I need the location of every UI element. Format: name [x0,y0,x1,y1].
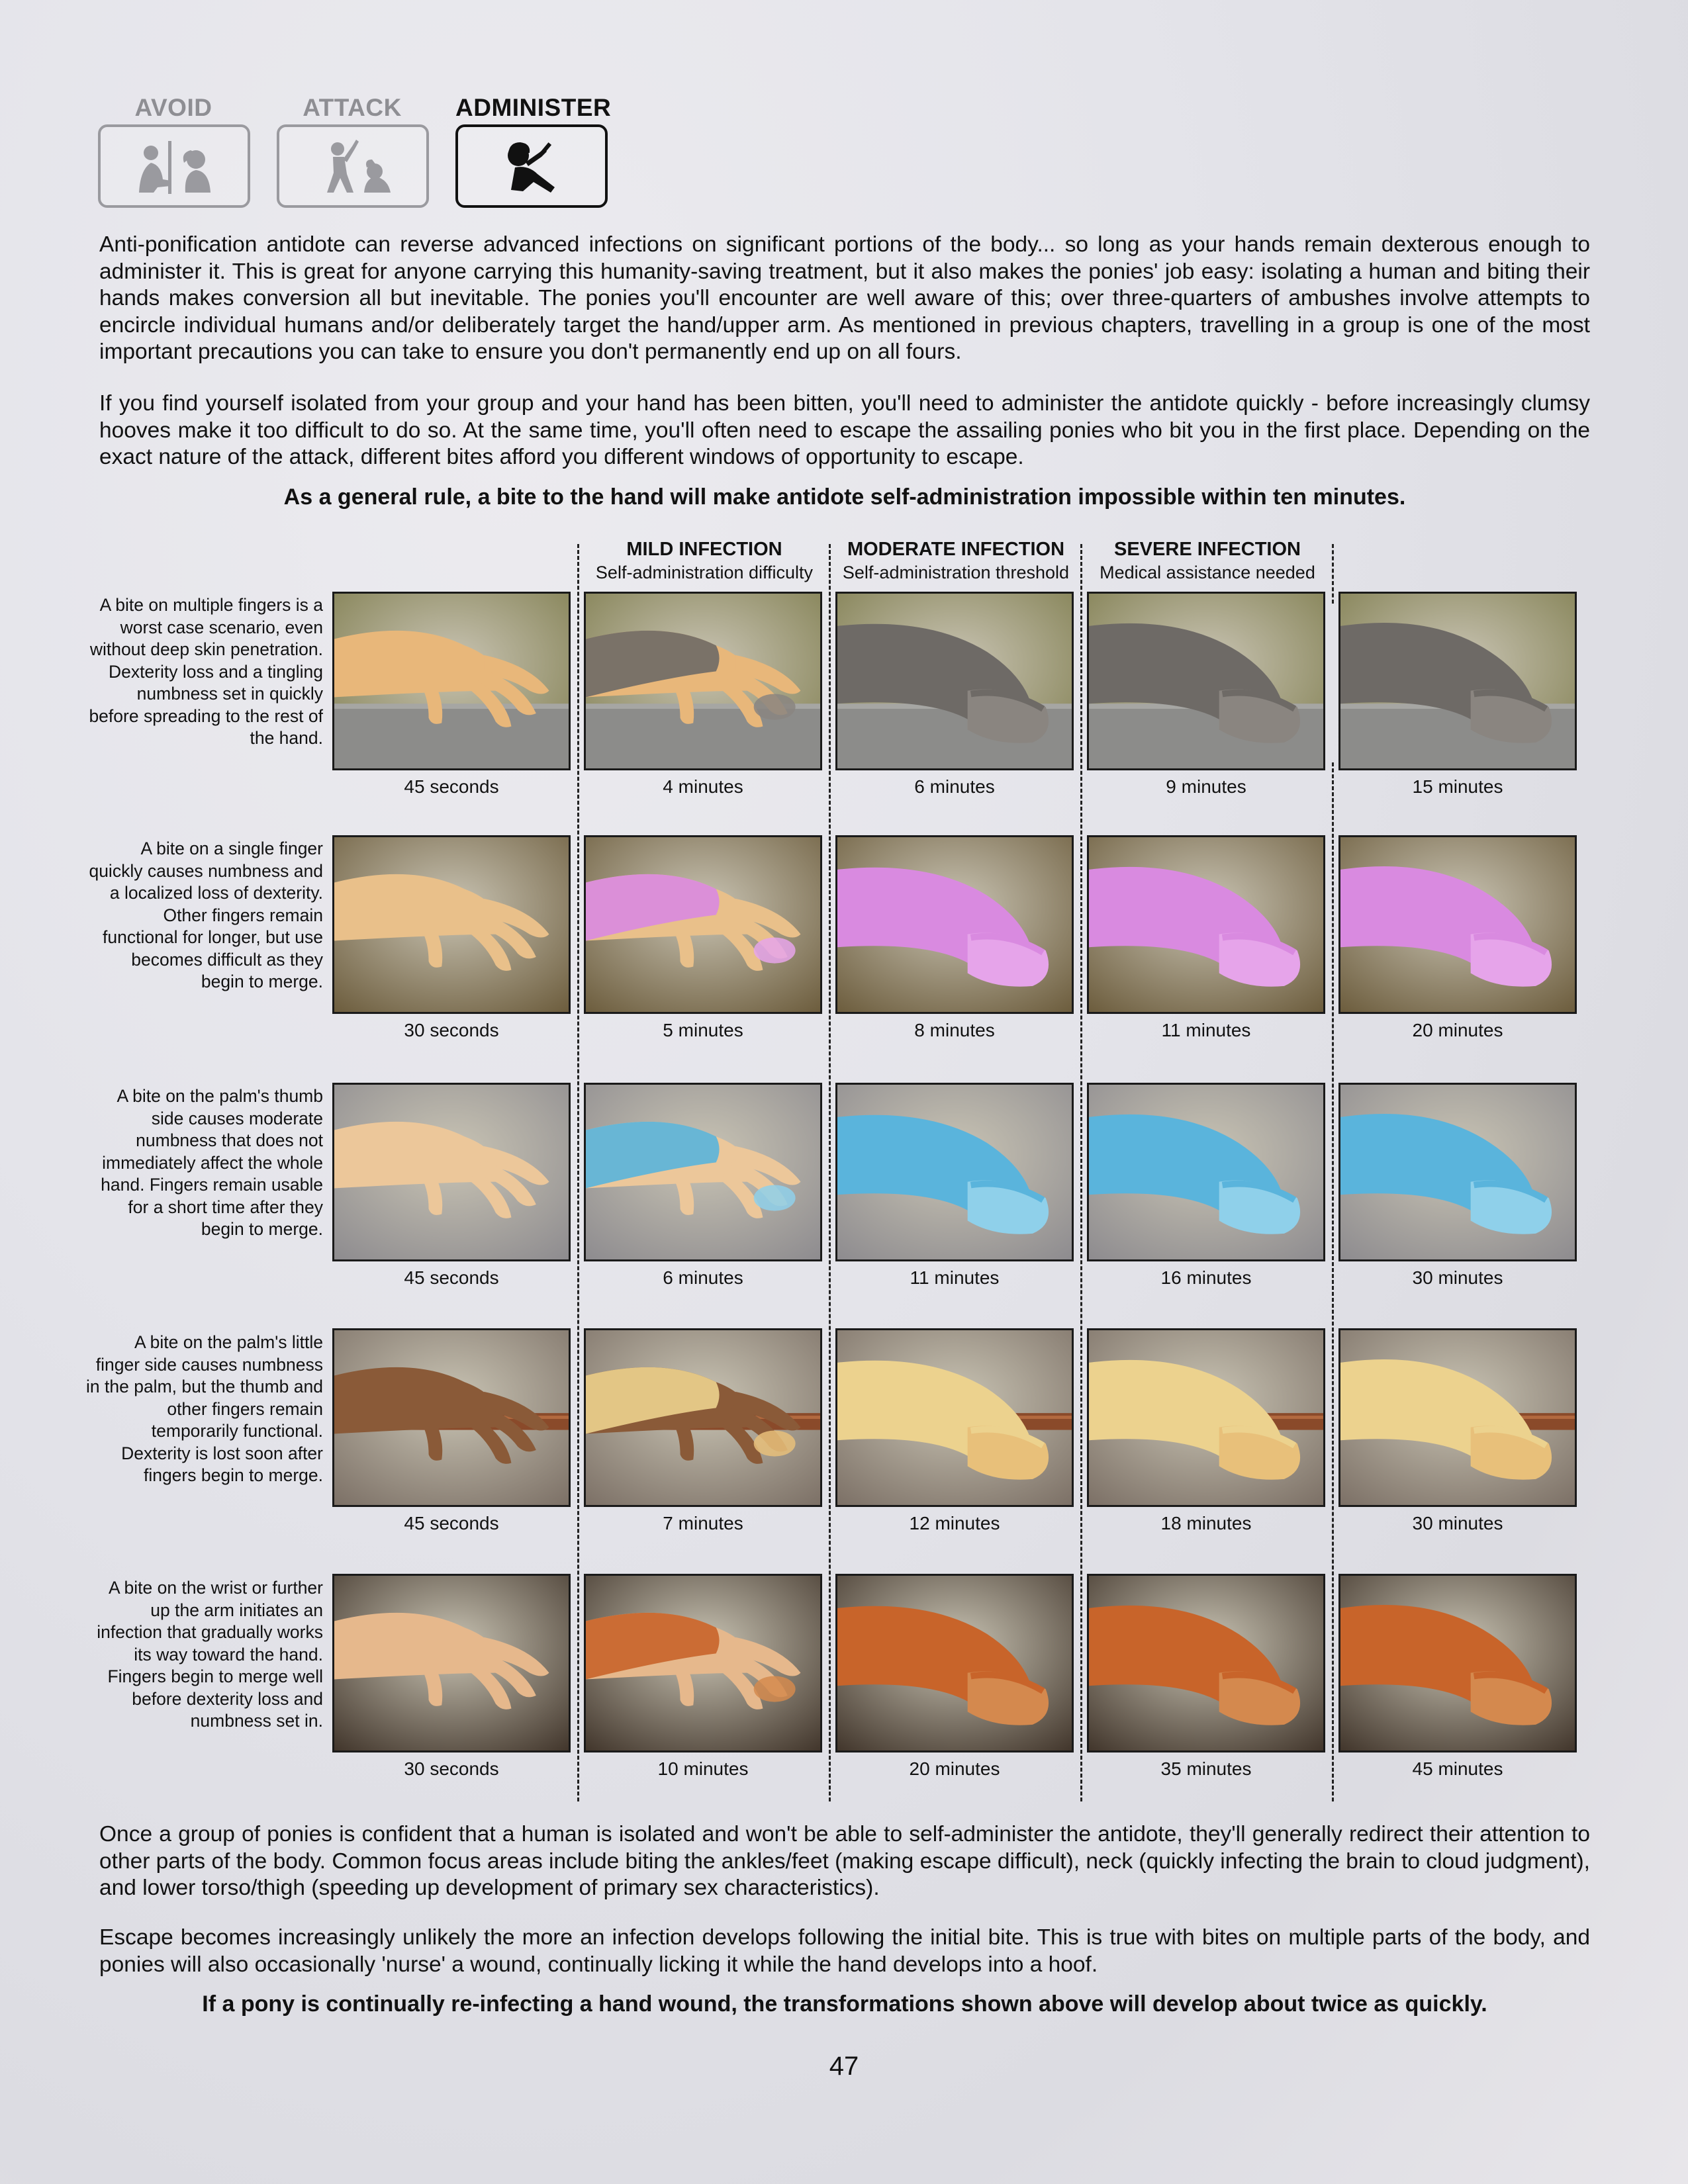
stage-divider [1332,762,1334,1801]
attack-icon [303,133,402,199]
transformation-image [835,592,1074,770]
stage-time: 35 minutes [1160,1758,1252,1779]
transformation-image [1338,592,1577,770]
intro-paragraph-2: If you find yourself isolated from your group and your hand has been bitten, you'll need to administer the antidote quickly - before increasingly clumsy hooves make it too difficult to do so. At the same time, you'll often need to escape the assailing ponies who bit you in the first place. Depending on the exact nature of the attack, different bites afford you different windows of opportunity to escape. [99,391,1590,469]
stage-time: 7 minutes [663,1513,743,1533]
transformation-image [1338,1083,1577,1261]
transformation-image [1338,1574,1577,1752]
transformation-image [835,1574,1074,1752]
row-description: A bite on multiple fingers is a worst case scenario, even without deep skin penetration. Dexterity loss and a tingling numbness set in quickly before spreading to the rest of the hand. [89,595,323,748]
stage-time: 30 seconds [404,1758,499,1779]
stage-divider [1332,544,1334,604]
column-title: MODERATE INFECTION [847,539,1065,560]
tab-attack-label: ATTACK [303,94,402,121]
column-header-severe [1082,537,1333,584]
stage-time: 6 minutes [914,776,995,797]
avoid-icon-frame [98,124,250,208]
stage-time: 11 minutes [910,1267,1000,1288]
attack-icon-frame [277,124,429,208]
administer-icon-frame [455,124,608,208]
transformation-image [332,1328,571,1507]
outro-paragraph-2: Escape becomes increasingly unlikely the more an infection develops following the initial bite. This is true with bites on multiple parts of the body, and ponies will also occasionally 'nurse' a wound, continually licking it while the hand develops into a hoof. [99,1925,1590,1977]
stage-divider [829,544,831,1801]
column-title: MILD INFECTION [626,539,782,560]
stage-time: 12 minutes [909,1513,1000,1533]
transformation-image [1087,835,1325,1014]
stage-time: 20 minutes [1412,1020,1503,1040]
transformation-image [584,835,822,1014]
transformation-image [835,1083,1074,1261]
stage-time: 18 minutes [1160,1513,1252,1533]
transformation-image [584,592,822,770]
transformation-image [332,835,571,1014]
stage-time: 30 seconds [404,1020,499,1040]
stage-time: 45 minutes [1412,1758,1503,1779]
stage-divider [577,544,579,1801]
stage-time: 30 minutes [1412,1267,1503,1288]
column-subtitle: Self-administration threshold [842,563,1070,582]
stage-time: 6 minutes [663,1267,743,1288]
column-subtitle: Self-administration difficulty [595,563,814,582]
stage-time: 5 minutes [663,1020,743,1040]
avoid-icon [124,133,224,199]
row-description: A bite on a single finger quickly causes numbness and a localized loss of dexterity. Other fingers remain functional for longer, but use becomes difficult as they begin to merge. [89,839,323,991]
tab-avoid-label: AVOID [134,94,212,121]
stage-time: 9 minutes [1166,776,1246,797]
transformation-image [332,1574,571,1752]
stage-time: 11 minutes [1161,1020,1251,1040]
administer-icon [482,133,581,199]
row-description: A bite on the wrist or further up the arm initiates an infection that gradually works its way toward the hand. Fingers begin to merge well before dexterity loss and numbness set in. [97,1578,323,1731]
stage-time: 45 seconds [404,1267,499,1288]
column-header-mild [579,537,830,584]
transformation-image [584,1083,822,1261]
tab-attack [277,91,428,208]
transformation-image [1087,1083,1325,1261]
nursing-rule: If a pony is continually re-infecting a hand wound, the transformations shown above will develop about twice as quickly. [202,1991,1487,2017]
tab-administer [455,91,612,208]
transformation-image [584,1574,822,1752]
page-number: 47 [829,2052,859,2081]
transformation-image [584,1328,822,1507]
transformation-image [332,592,571,770]
column-header-moderate [830,537,1082,584]
stage-time: 45 seconds [404,776,499,797]
general-rule: As a general rule, a bite to the hand will make antidote self-administration impossible within ten minutes. [283,484,1406,510]
stage-time: 10 minutes [657,1758,749,1779]
transformation-image [1338,835,1577,1014]
column-subtitle: Medical assistance needed [1100,563,1315,582]
tab-avoid [98,91,249,208]
stage-divider [1080,544,1082,1801]
stage-time: 30 minutes [1412,1513,1503,1533]
transformation-image [332,1083,571,1261]
transformation-image [835,1328,1074,1507]
column-title: SEVERE INFECTION [1114,539,1301,560]
stage-time: 45 seconds [404,1513,499,1533]
transformation-image [1087,592,1325,770]
transformation-image [1087,1574,1325,1752]
tab-administer-label: ADMINISTER [455,94,612,121]
infographic-tabs [98,91,612,208]
transformation-image [1338,1328,1577,1507]
stage-time: 16 minutes [1160,1267,1252,1288]
intro-paragraph-1: Anti-ponification antidote can reverse advanced infections on significant portions of the body... so long as your hands remain dexterous enough to administer it. This is great for anyone carrying this humanity-saving treatment, but it also makes the ponies' job easy: isolating a human and biting their hands makes conversion all but inevitable. The ponies you'll encounter are well aware of this; over three-quarters of ambushes involve attempts to encircle individual humans and/or deliberately target the hand/upper arm. As mentioned in previous chapters, travelling in a group is one of the most important precautions you can take to ensure you don't permanently end up on all fours. [99,232,1590,364]
transformation-image [835,835,1074,1014]
stage-time: 4 minutes [663,776,743,797]
row-description: A bite on the palm's thumb side causes moderate numbness that does not immediately affect the whole hand. Fingers remain usable for a short time after they begin to merge. [101,1086,323,1239]
stage-time: 20 minutes [909,1758,1000,1779]
row-description: A bite on the palm's little finger side causes numbness in the palm, but the thumb and other fingers remain temporarily functional. Dexterity is lost soon after fingers begin to merge. [86,1332,323,1485]
transformation-image [1087,1328,1325,1507]
outro-paragraph-1: Once a group of ponies is confident that a human is isolated and won't be able to self-administer the antidote, they'll generally redirect their attention to other parts of the body. Common focus areas include biting the ankles/feet (making escape difficult), neck (quickly infecting the brain to cloud judgment), and lower torso/thigh (speeding up development of primary sex characteristics). [99,1822,1590,1900]
stage-time: 15 minutes [1412,776,1503,797]
stage-time: 8 minutes [914,1020,995,1040]
